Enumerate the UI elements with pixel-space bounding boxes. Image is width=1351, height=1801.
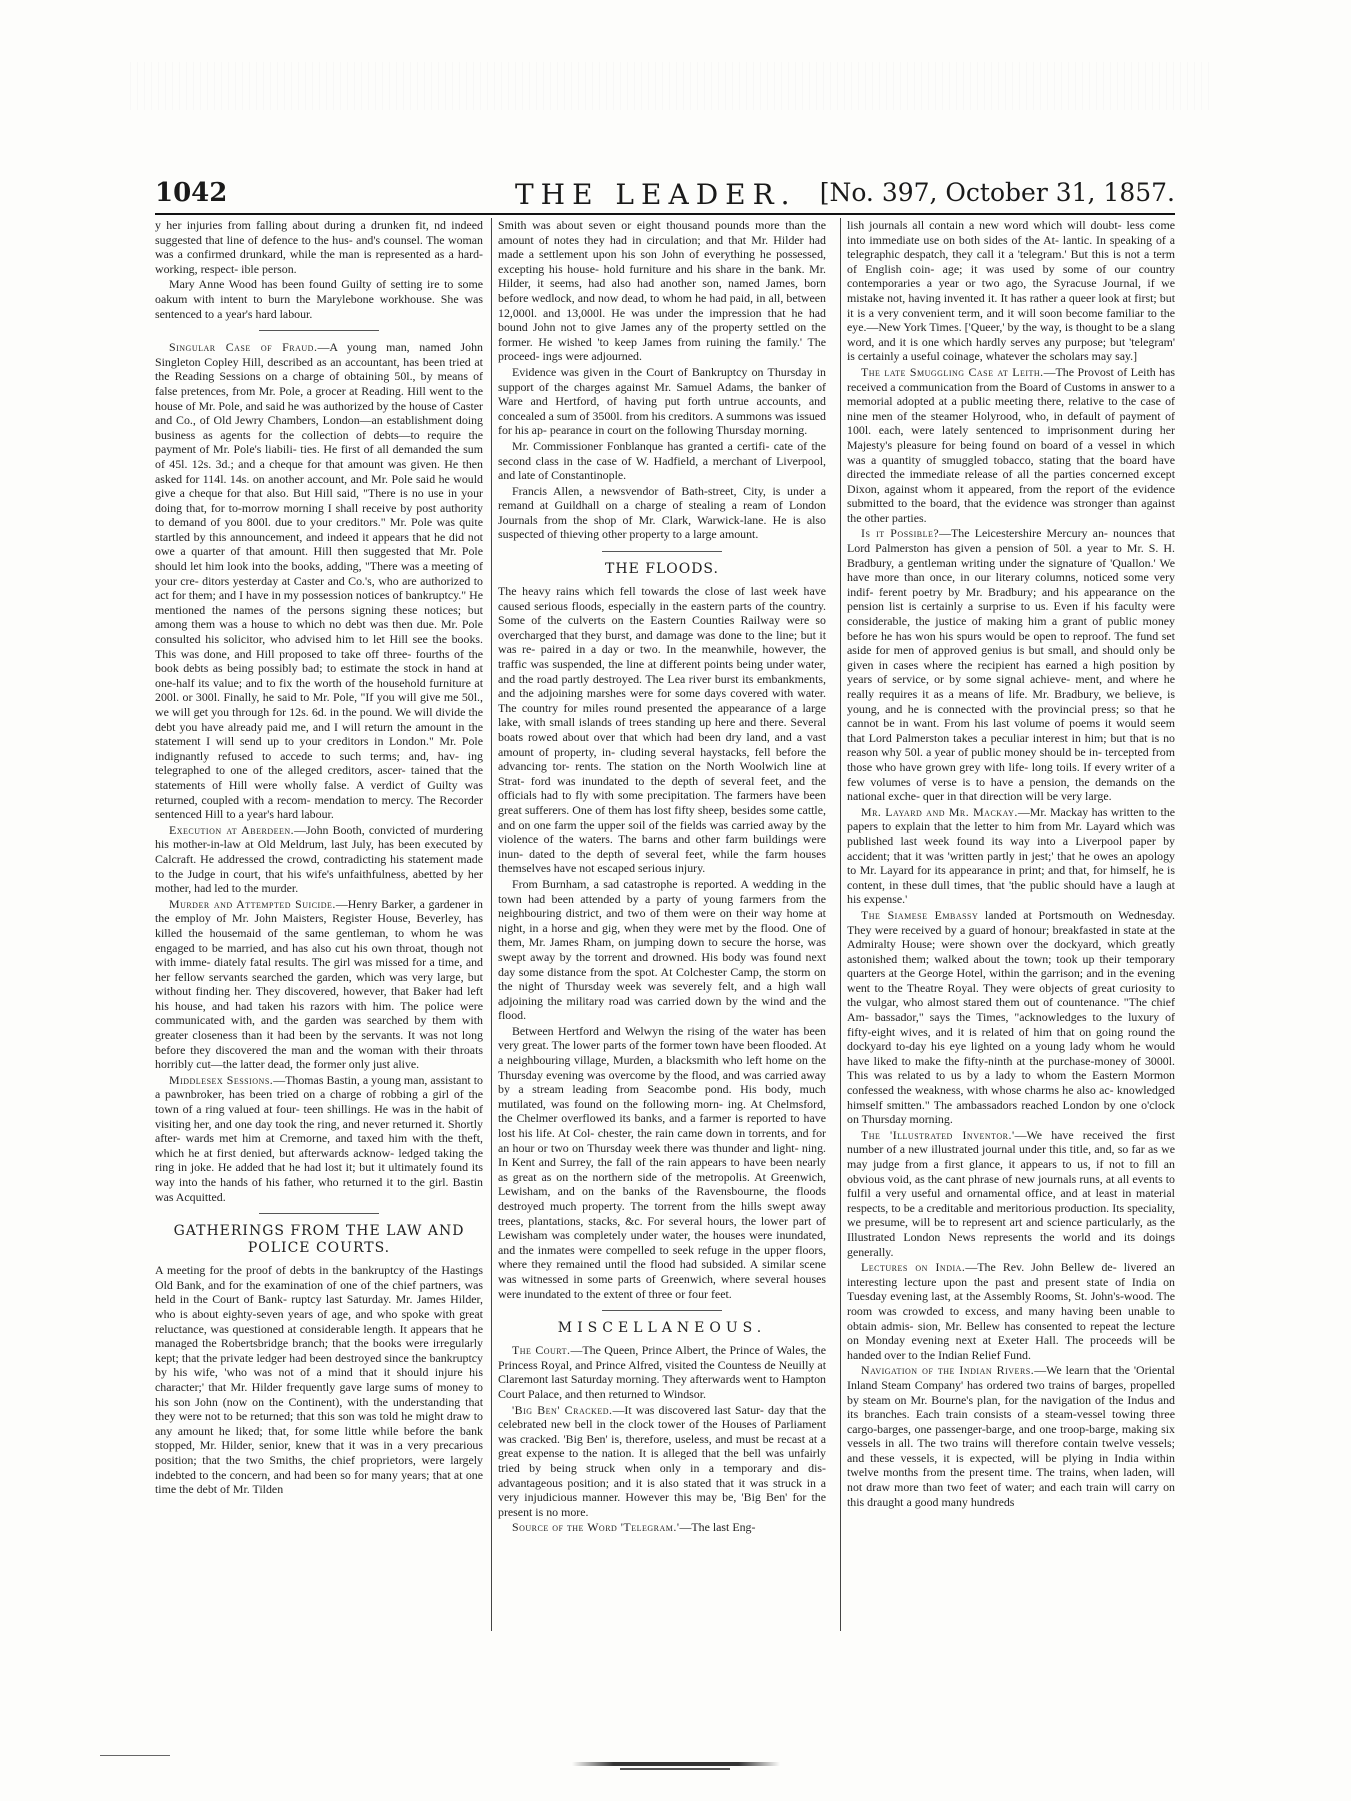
- masthead-rule: [155, 213, 1175, 215]
- paragraph: From Burnham, a sad catastrophe is reported. A wedding in the town had been attended by a party of young farmers from the neighbouring district, and two of them were on their way home at night, in a horse and gig, when they were met by the flood. One of them, Mr. James Rham, on jumping down to secure the horse, was swept away by the torrent and drowned. His body was found next day some distance from the spot. At Colchester Camp, the storm on the night of Thursday week was severely felt, and a high wall adjoining the military road was carried down by the wind and the flood.: [498, 876, 826, 1023]
- section-heading-floods: THE FLOODS.: [605, 561, 719, 578]
- column-2: [498, 218, 826, 1536]
- article-body: —The Rev. John Bellew de- livered an interesting lecture upon the past and present state of India on Tuesday evening last, at the Assembly Rooms, St. John's-wood. The room was crowded to excess, and many having been unable to obtain admis- sion, Mr. Bellew has consented to repeat the lecture on Monday evening next at Exeter Hall. The proceeds will be handed over to the Indian Relief Fund.: [847, 1260, 1175, 1362]
- article-telegram: [498, 1520, 826, 1535]
- paragraph: Mary Anne Wood has been found Guilty of setting ire to some oakum with intent to burn the Marylebone workhouse. She was sentenced to a year's hard labour.: [155, 277, 483, 321]
- column-divider: [491, 218, 492, 1631]
- article-title: Execution at Aberdeen.: [169, 822, 295, 837]
- column-3: [847, 218, 1175, 1510]
- paragraph: lish journals all contain a new word which will doubt- less come into immediate use on both sides of the At- lantic. In speaking of a telegraphic despatch, they call it a 'telegram.' But this is not a term of English coin- age; it was used by some of our country contemporaries a year or two ago, the Syracuse Journal, if we mistake not, having invented it. It has rather a queer look at first; but it is a very convenient term, and it will soon become familiar to the eye.—New York Times. ['Queer,' by the way, is thought to be a slang word, and it is one which hardly serves any purpose; but 'telegram' is certainly a useful coinage, whatever the scholars may say.]: [847, 218, 1175, 364]
- page-number: 1042: [155, 178, 228, 208]
- article-title: Source of the Word 'Telegram.': [512, 1520, 680, 1535]
- article-title: Is it Possible?: [861, 526, 940, 541]
- article-title: Singular Case of Fraud.: [169, 340, 318, 355]
- section-heading-law: GATHERINGS FROM THE LAW AND POLICE COURTS.: [173, 1223, 465, 1257]
- paragraph: Francis Allen, a newsvendor of Bath-street, City, is under a remand at Guildhall on a charge of stealing a ream of London Journals from the shop of Mr. Clark, Warwick-lane. He is also suspected of thieving other property to a large amount.: [498, 483, 826, 542]
- article-fraud: [155, 340, 483, 822]
- article-body: —It was discovered last Satur- day that the celebrated new bell in the clock tower of the Houses of Parliament was cracked. 'Big Ben' is, therefore, useless, and must be recast at a great expense to the nation. It is alleged that the bell was unfairly tried by being struck when only in a temporary and dis- advantageous position; and it is also stated that it was struck in a very injudicious manner. However this may be, 'Big Ben' for the present is no more.: [498, 1402, 826, 1519]
- article-murder: [155, 897, 483, 1072]
- article-lectures: [847, 1260, 1175, 1362]
- article-court: [498, 1343, 826, 1401]
- paragraph: Evidence was given in the Court of Bankruptcy on Thursday in support of the charges against Mr. Samuel Adams, the banker of Ware and Hertford, of having put forth untrue accounts, and concealed a sum of 3500l. from his creditors. A summons was issued for his ap- pearance in court on the following Thursday morning.: [498, 364, 826, 438]
- paragraph: The heavy rains which fell towards the close of last week have caused serious floods, especially in the eastern parts of the country. Some of the culverts on the Eastern Counties Railway were so overcharged that they burst, and damage was done to the line; but it was re- paired in a day or two. In the meanwhile, however, the traffic was suspended, the line at different points being under water, and the road partly destroyed. The Lea river burst its embankments, and the adjoining marshes were for some days covered with water. The country for miles round presented the appearance of a large lake, with small islands of trees standing up here and there. Several boats rowed about over that which had been dry land, and a vast amount of property, in- cluding several haystacks, fell before the advancing tor- rents. The station on the North Woolwich line at Strat- ford was inundated to the depth of several feet, and the officials had to fly with some precipitation. The farmers have been great sufferers. One of them has lost fifty sheep, besides some cattle, and on one farm the upper soil of the fields was carried away by the violence of the waters. The barns and other farm buildings were inun- dated to the depth of several feet, while the farm houses themselves have not escaped serious injury.: [498, 584, 826, 876]
- section-rule: [602, 551, 722, 552]
- article-leith: [847, 365, 1175, 526]
- section-heading-miscellaneous: MISCELLANEOUS.: [557, 1320, 767, 1337]
- article-title: Lectures on India.: [861, 1260, 966, 1275]
- article-body: —The Leicestershire Mercury an- nounces that Lord Palmerston has given a pension of 50l. a year to Mr. S. H. Bradbury, a gentleman writing under the signature of 'Quallon.' We have more than once, in our literary columns, noticed some very indif- ferent poetry by Mr. Bradbury; and his appearance on the pension list is certainly a surprise to us. Even if his faculty were considerable, the justice of making him a grant of public money before he has won his spurs would be open to reproof. The fund set aside for men of approved genius is but small, and should only be given in cases where the recipient has earned a high position by years of service, or by some signal achieve- ment, and where he really requires it as a means of life. Mr. Bradbury, we believe, is young, and he is connected with the provincial press; so that he cannot be in want. From his last volume of poems it would seem that Lord Palmerston takes a peculiar interest in him; but that is no reason why 50l. a year of public money should be in- tercepted from those who have grown grey with life- long toils. If every writer of a few volumes of verse is to have a pension, the demands on the national exche- quer in that direction will be very large.: [847, 526, 1175, 804]
- column-1: [155, 218, 483, 1498]
- article-aberdeen: [155, 823, 483, 896]
- issue-date: [No. 397, October 31, 1857.: [819, 178, 1175, 207]
- newspaper-title: THE LEADER.: [515, 178, 797, 211]
- paragraph: Between Hertford and Welwyn the rising of the water has been very great. The lower parts of the former town have been flooded. At a neighbouring village, Murden, a blacksmith who left home on the Thursday evening was overcome by the flood, and was carried away by a stream leading from Seacombe pond. His body, much mutilated, was found on the following morn- ing. At Chelmsford, the Chelmer overflowed its banks, and a farmer is reported to have lost his life. At Col- chester, the rain came down in torrents, and for an hour or two on Thursday week there was thunder and light- ning. In Kent and Surrey, the fall of the rain appears to have been nearly as great as on the northern side of the metropolis. At Greenwich, Lewisham, and on the banks of the Ravensbourne, the floods destroyed much property. The torrent from the hills swept away trees, plantations, stacks, &c. For several hours, the lower part of Lewisham was completely under water, the houses were inundated, and the inmates were compelled to seek refuge in the upper floors, where they remained until the flood had subsided. A similar scene was witnessed in some parts of Greenwich, where several houses were inundated to the extent of three or four feet.: [498, 1023, 826, 1301]
- article-body: —The last Eng-: [679, 1520, 756, 1535]
- article-body: —Thomas Bastin, a young man, assistant to a pawnbroker, has been tried on a charge of robbing a girl of the town of a ring valued at four- teen shillings. He was in the habit of visiting her, and one day took the ring, and never returned it. Shortly after- wards met him at Cremorne, and taxed him with the theft, which he at first denied, but afterwards acknow- ledged taking the ring in joke. He added that he had lost it; but it ultimately found its way into the hands of his father, who returned it to the girl. Bastin was Acquitted.: [155, 1072, 483, 1204]
- article-body: landed at Portsmouth on Wednesday. They were received by a guard of honour; breakfasted in state at the Admiralty House; were shown over the dockyard, which greatly astonished them; walked about the town; took up their temporary quarters at the George Hotel, within the garrison; and in the evening went to the Theatre Royal. They were objects of great curiosity to the vulgar, who almost stared them out of countenance. "The chief Am- bassador," says the Times, "acknowledges to the luxury of fifty-eight wives, and it is related of him that on going round the dockyard to-day his eye lighted on a young lady whom he would have liked to make the fifty-ninth at the purchase-money of 3000l. This was related to us by a lady to whom the Eastern Mormon confessed the weakness, with whose charms he also ac- knowledged himself smitten." The ambassadors reached London by one o'clock on Thursday morning.: [847, 907, 1175, 1127]
- article-middlesex: [155, 1073, 483, 1204]
- article-title: Mr. Layard and Mr. Mackay.: [861, 804, 1018, 819]
- article-layard: [847, 805, 1175, 907]
- article-big-ben: [498, 1403, 826, 1520]
- bottom-ornament: [572, 1762, 780, 1766]
- margin-mark: [100, 1755, 170, 1756]
- article-title: 'Big Ben' Cracked.: [512, 1402, 613, 1417]
- paragraph: Mr. Commissioner Fonblanque has granted a certifi- cate of the second class in the case of W. Hadfield, a merchant of Liverpool, and late of Constantinople.: [498, 438, 826, 483]
- article-title: The late Smuggling Case at Leith.: [861, 364, 1044, 379]
- article-title: The Siamese Embassy: [861, 907, 979, 922]
- article-navigation: [847, 1363, 1175, 1509]
- bleed-through-texture: [130, 62, 1210, 110]
- article-title: Middlesex Sessions.: [169, 1072, 274, 1087]
- article-body: —We learn that the 'Oriental Inland Steam Company' has ordered two trains of barges, propelled by steam on Mr. Bourne's plan, for the navigation of the Indus and its branches. Each train consists of a steam-vessel towing three cargo-barges, one passenger-barge, and one troop-barge, making six vessels in all. The two trains will therefore contain twelve vessels; and these vessels, it is expected, will be plying in India within twelve months from the present time. The trains, when laden, will not draw more than two feet of water; and each train will carry on this draught a good many hundreds: [847, 1363, 1175, 1509]
- masthead: [155, 178, 1175, 214]
- article-title: The Court.: [512, 1343, 571, 1358]
- paragraph: y her injuries from falling about during a drunken fit, nd indeed suggested that line of defence to the hus- and's counsel. The woman was a confirmed drunkard, while the man is represented as a hard-working, respect- ible person.: [155, 218, 483, 276]
- article-title: Murder and Attempted Suicide.: [169, 896, 336, 911]
- section-rule: [259, 330, 379, 331]
- paragraph: Smith was about seven or eight thousand pounds more than the amount of notes they had in circulation; and that Mr. Hilder had made a settlement upon his son John of everything he possessed, excepting his house- hold furniture and his share in the bank. Mr. Hilder, it seems, had also had another son, named James, born before wedlock, and now dead, to whom he had paid, in all, between 12,000l. and 13,000l. He was under the impression that he had bound John not to give James any of the property settled on the former. He wished 'to keep James from ruining the family.' The proceed- ings were adjourned.: [498, 218, 826, 364]
- article-body: —A young man, named John Singleton Copley Hill, described as an accountant, has been tried at the Reading Sessions on a charge of obtaining 50l., by means of false pretences, from Mr. Pole, a grocer at Reading. Hill went to the house of Mr. Pole, and said he was authorized by the house of Caster and Co., of Old Jewry Chambers, London—an establishment doing business as agents for the collection of debts—to require the payment of Mr. Pole's liabili- ties. He first of all demanded the sum of 45l. 12s. 3d.; and a cheque for that amount was given. He then asked for 114l. 14s. on another account, and Mr. Pole said he would give a cheque for that also. But Hill said, "There is no use in your doing that, for to-morrow morning I shall receive by post authority to demand of you 800l. due to your creditors." Mr. Pole was quite startled by this announcement, and indeed it appears that he did not owe a quarter of that amount. Hill then suggested that Mr. Pole should let him look into the books, adding, "There was a meeting of your cre- ditors yesterday at Caster and Co.'s, who are authorized to act for them; and I have in my possession notices of bankruptcy." He mentioned the names of the persons signing these notices; but among them was a house to which no debt was then due. Mr. Pole consulted his solicitor, who advised him to let Hill see the books. This was done, and Hill proposed to take off three- fourths of the book debts as being possibly bad; to estimate the stock in hand at one-half its value; and to fix the worth of the household furniture at 200l. or 300l. Finally, he said to Mr. Pole, "If you will give me 50l., we will get you through for 12s. 6d. in the pound. We will divide the debt you have already paid me, and I will return the amount in the statement I will send up to your creditors in London." Mr. Pole indignantly refused to accede to such terms; and, hav- ing telegraphed to one of the alleged creditors, ascer- tained that the statements of Hill were wholly false. A verdict of Guilty was returned, coupled with a recom- mendation to mercy. The Recorder sentenced Hill to a year's hard labour.: [155, 340, 483, 822]
- article-body: —Mr. Mackay has written to the papers to explain that the letter to him from Mr. Layard which was published last week found its way into a Liverpool paper by accident; that it was 'written partly in jest;' that he owes an apology to Mr. Layard for its appearance in print; and that, for himself, he is content, in these dull times, that 'the public should have a laugh at his expense.': [847, 804, 1175, 907]
- article-title: Navigation of the Indian Rivers.: [861, 1363, 1035, 1378]
- article-body: —John Booth, convicted of murdering his mother-in-law at Old Meldrum, last July, has been executed by Calcraft. He addressed the crowd, contradicting his statement made to the Judge in court, that his wife's unfaithfulness, abetted by her mother, had led to the murder.: [155, 822, 483, 896]
- bottom-ornament-underline: [620, 1768, 730, 1770]
- article-body: —The Queen, Prince Albert, the Prince of Wales, the Princess Royal, and Prince Alfred, visited the Countess de Neuilly at Claremont last Saturday morning. They afterwards went to Hampton Court Palace, and then returned to Windsor.: [498, 1343, 826, 1401]
- article-body: —Henry Barker, a gardener in the employ of Mr. John Maisters, Register House, Beverley, has killed the housemaid of the same gentleman, to whom he was engaged to be married, and has also cut his own throat, though not with imme- diately fatal results. The girl was missed for a time, and her fellow servants searched the garden, which was very large, but without finding her. They discovered, however, that Baker had left his house, and had taken his razors with him. The police were communicated with, and the garden was searched by them with greater closeness than it had been by the servants. It was not long before they discovered the man and the woman with their throats horribly cut—the latter dead, the former only just alive.: [155, 896, 483, 1072]
- section-rule: [602, 1310, 722, 1311]
- column-divider: [840, 218, 841, 1631]
- article-body: —We have received the first number of a new illustrated journal under this title, and, so far as we may judge from a first glance, it appears to us, if not to fill an obvious void, as the cant phrase of new journals runs, at all events to fulfil a very useful and ornamental office, and at least in material respects, to be a creditable and meritorious production. Its speciality, we presume, will be to represent art and science particularly, as the Illustrated London News represents the world and its doings generally.: [847, 1127, 1175, 1259]
- section-rule: [259, 1213, 379, 1214]
- article-siamese: [847, 908, 1175, 1127]
- article-possible: [847, 526, 1175, 803]
- article-body: —The Provost of Leith has received a communication from the Board of Customs in answer to a memorial adopted at a public meeting there, relative to the case of nine men of the steamer Holyrood, who, in default of payment of 100l. each, were lately sentenced to imprisonment during her Majesty's pleasure for being found on board of a vessel in which was a quantity of smuggled tobacco, stating that the board have directed the immediate release of all the parties concerned except Dixon, against whom it appeared, from the report of the evidence submitted to the board, that the evidence was stronger than against the other parties.: [847, 364, 1175, 525]
- article-title: The 'Illustrated Inventor.': [861, 1127, 1015, 1142]
- paragraph: A meeting for the proof of debts in the bankruptcy of the Hastings Old Bank, and for the examination of one of the chief partners, was held in the Court of Bank- ruptcy last Saturday. Mr. James Hilder, who is about eighty-seven years of age, and who spoke with great reluctance, was questioned at considerable length. It appears that he managed the Robertsbridge branch; that the books were irregularly kept; that the private ledger had been destroyed since the bankruptcy by his wife, 'who was not of a mind that it should injure his character;' that Mr. Hilder frequently gave large sums of money to his son John (now on the Continent), with the understanding that they were not to be returned; that this son was told he might draw to any amount he liked; that, for some little while before the bank stopped, Mr. Hilder, senior, knew that it was in a very precarious position; that the two Smiths, the chief proprietors, were largely indebted to the concern, and had been so for many years; that at one time the debt of Mr. Tilden: [155, 1263, 483, 1497]
- article-inventor: [847, 1128, 1175, 1259]
